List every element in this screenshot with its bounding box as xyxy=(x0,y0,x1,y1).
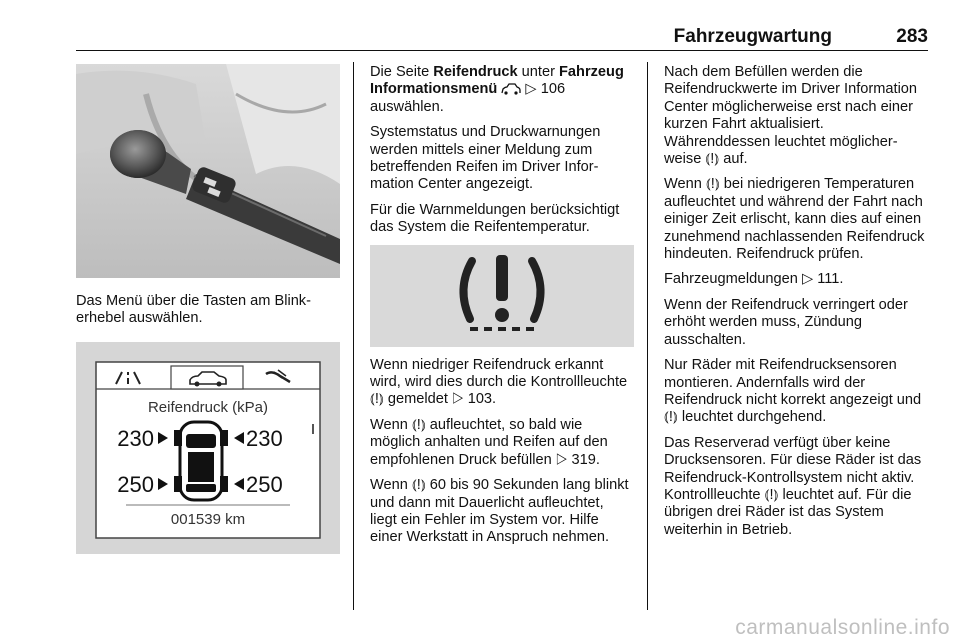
paragraph: Wenn der Reifendruck verringert oder erhöht werden muss, Zündung ausschalten. xyxy=(664,296,908,348)
car-top-view-icon xyxy=(174,422,228,500)
paragraph xyxy=(370,64,634,116)
text: unter xyxy=(517,64,559,80)
column-divider xyxy=(647,62,648,610)
column-1 xyxy=(76,64,342,554)
column-3 xyxy=(664,64,930,547)
text: Nach dem Befüllen werden die Reifendruckwerte im Driver Information Center möglicherweise erst nach einer kurzen Fahrt aktualisiert. Währenddessen leuchtet möglicherweise xyxy=(664,64,918,168)
text: Wenn xyxy=(664,176,702,193)
car-icon xyxy=(501,83,521,95)
front-left-pressure: 230 xyxy=(117,425,154,451)
paragraph xyxy=(664,435,930,539)
text: 60 bis 90 Sekunden lang blinkt und dann mit Dauerlicht aufleuchtet, liegt ein Fehler im System vor. Hilfe einer Werkstatt in Anspruch nehmen. xyxy=(370,477,629,546)
paragraph xyxy=(664,271,930,288)
tpms-icon: ⦅!⦆ xyxy=(664,409,678,426)
text: Wenn xyxy=(370,416,408,433)
ref-arrow-icon: ▷ xyxy=(801,271,814,288)
bold-term: Fahrzeug Informationsmenü xyxy=(370,64,624,98)
rear-right-pressure: 250 xyxy=(246,471,283,497)
front-right-pressure: 230 xyxy=(246,425,283,451)
bold-term: Reifendruck xyxy=(433,64,518,80)
header-rule xyxy=(76,50,928,51)
column-2 xyxy=(370,64,634,555)
text: auf. xyxy=(723,151,748,168)
tpms-display xyxy=(76,342,340,554)
page-ref: 103. xyxy=(467,391,497,408)
text: Das Reserverad verfügt über keine Drucksensoren. Für diese Räder ist das Reifendruck-Kontrollsystem nicht aktiv. Kontrollleuchte xyxy=(664,434,922,503)
text: Wenn xyxy=(370,477,408,494)
stalk-photo xyxy=(76,64,340,278)
paragraph xyxy=(370,357,634,409)
display-title: Reifendruck (kPa) xyxy=(147,398,269,416)
text: Wenn niedriger Reifendruck erkannt wird, wird dies durch die Kontrollleuchte xyxy=(370,356,628,391)
tpms-icon: ⦅!⦆ xyxy=(411,477,426,494)
tpms-warning-icon xyxy=(370,245,634,347)
ref-arrow-icon: ▷ xyxy=(451,391,464,408)
ref-arrow-icon: ▷ xyxy=(525,81,537,98)
text: bei niedrigeren Temperaturen aufleuchtet und während der Fahrt nach einiger Zeit erlischt, kann dies auf einen zunehmend nachlassenden Reifendruck hindeuten. Reifendruck prüfen. xyxy=(664,176,925,263)
text: Nur Räder mit Reifendrucksensoren montieren. Andernfalls wird der Reifendruck nicht korrekt angezeigt und xyxy=(664,357,922,408)
tpms-icon: ⦅!⦆ xyxy=(370,391,384,408)
page-ref: 319. xyxy=(571,451,600,468)
paragraph: Systemstatus und Druckwarnungen werden mittels einer Meldung zum betreffenden Reifen im Driver Information Center angezeigt. xyxy=(370,124,601,193)
paragraph xyxy=(370,417,634,469)
paragraph: Das Menü über die Tasten am Blinkerhebel auswählen. xyxy=(76,293,311,327)
text: aufleuchtet, so bald wie möglich anhalten und Reifen auf den empfohlenen Druck befüllen xyxy=(370,416,608,468)
page-ref: 111. xyxy=(817,271,844,288)
text: leuchtet durchgehend. xyxy=(681,409,827,426)
text: gemeldet xyxy=(387,391,448,408)
tpms-icon: ⦅!⦆ xyxy=(705,176,720,193)
text: leuchtet auf. Für die übrigen drei Räder ist das System weiterhin in Betrieb. xyxy=(664,486,912,538)
paragraph xyxy=(664,176,930,263)
page-header xyxy=(76,22,928,52)
paragraph xyxy=(370,477,634,547)
turn-signal-stalk-illustration xyxy=(76,64,340,278)
odometer: 001539 km xyxy=(170,510,246,528)
page-ref: 106 xyxy=(540,81,566,98)
column-divider xyxy=(353,62,354,610)
tpms-icon: ⦅!⦆ xyxy=(764,486,779,503)
tpms-icon: ⦅!⦆ xyxy=(411,416,426,433)
watermark: carmanualsonline.info xyxy=(735,616,950,639)
tpms-display-figure xyxy=(76,342,340,554)
rear-left-pressure: 250 xyxy=(117,471,154,497)
section-title: Fahrzeugwartung xyxy=(673,26,832,47)
page-number: 283 xyxy=(896,26,928,47)
paragraph xyxy=(664,357,930,427)
ref-arrow-icon: ▷ xyxy=(555,451,568,468)
paragraph: Für die Warnmeldungen berücksichtigt das System die Reifentemperatur. xyxy=(370,201,620,236)
text: auswählen. xyxy=(370,98,444,115)
text: Fahrzeugmeldungen xyxy=(664,271,798,288)
paragraph xyxy=(664,64,930,168)
text: Die Seite xyxy=(370,64,434,80)
tpms-icon: ⦅!⦆ xyxy=(705,151,720,168)
scrollbar xyxy=(312,424,314,434)
tpms-warning-figure xyxy=(370,245,634,347)
